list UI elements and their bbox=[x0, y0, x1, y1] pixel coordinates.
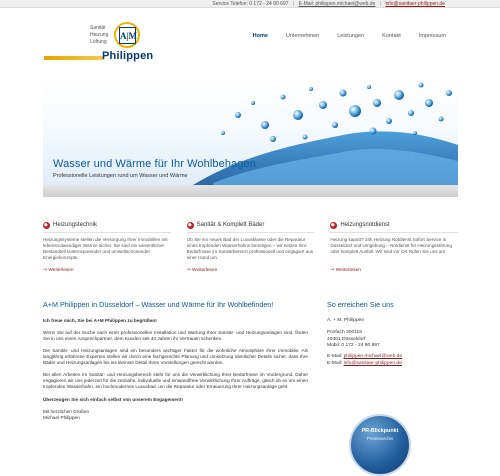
logo-monogram-box bbox=[119, 27, 136, 44]
contact-company: A. + M. Philippen bbox=[327, 317, 365, 323]
teaser-row bbox=[43, 221, 458, 281]
hero-banner bbox=[43, 75, 458, 197]
company-logo[interactable] bbox=[42, 16, 162, 68]
logo-ring-icon bbox=[114, 22, 140, 48]
nav-home[interactable]: Home bbox=[252, 33, 268, 39]
main-content bbox=[43, 300, 308, 421]
main-navigation bbox=[253, 33, 446, 40]
teaser-text: Ob Sie ein neues Bad der Luxusklasse oder die Reparatur eines tropfenden Wasserhahns benötigen – wir setzen Ihre Bedürfnisse im Sanitärbereich professionell und engagiert aus einer Hand um. bbox=[186, 237, 314, 261]
teaser-heizungstechnik bbox=[43, 221, 171, 281]
teaser-title[interactable]: Sanitär & Komplett Bäder bbox=[196, 222, 265, 228]
main-heading: A+M Philippen in Düsseldorf – Wasser und Wärme für Ihr Wohlbefinden! bbox=[43, 300, 274, 309]
contact-email-2-row bbox=[327, 361, 458, 367]
email-label: E-Mail: bbox=[327, 360, 343, 366]
pr-blickpunkt-badge[interactable] bbox=[349, 414, 411, 476]
nav-kontakt[interactable]: Kontakt bbox=[382, 33, 401, 39]
service-phone: Service Telefon: 0 172 - 24 90 697 bbox=[212, 1, 289, 7]
logo-word-heizung: Heizung bbox=[90, 32, 109, 38]
teaser-header bbox=[43, 221, 171, 233]
closing-statement: Überzeugen Sie sich einfach selbst von unserem Engagement! bbox=[43, 396, 183, 402]
email-label: E-Mail: bbox=[327, 354, 343, 360]
top-contact bbox=[212, 1, 445, 8]
regards-text: Mit herzlichen Grüßen bbox=[43, 408, 90, 414]
contact-sidebar bbox=[327, 300, 458, 367]
teaser-notdienst bbox=[330, 221, 458, 281]
read-more-link[interactable]: ⇒ Weiterlesen bbox=[43, 268, 74, 274]
paragraph-3: Bei allen Arbeiten im Sanitär- und Heizungsbereich steht für uns die Verwirklichung Ihrer Bedürfnisse im Vordergrund. Daher engagieren wir uns jederzeit für die zeitnahe, individuelle und einwandfreie Verwirklichung Ihrer Aufträge, gleich ob es um einen tropfenden Wasserhahn, ein hochmodernes Luxusbad, um die Reparatur oder Erneuerung Ihrer Heizungsanlage geht. bbox=[43, 372, 308, 390]
hero-caption bbox=[53, 157, 256, 180]
hero-subtitle: Professionelle Leistungen rund um Wasser und Wärme bbox=[53, 172, 188, 179]
top-email-1[interactable]: E-Mail: philippen.michael@web.de bbox=[298, 1, 376, 7]
nav-impressum[interactable]: Impressum bbox=[418, 33, 446, 39]
red-bullet-icon bbox=[187, 222, 194, 229]
contact-email-2-link[interactable]: info@sanitaer-philippen.de bbox=[343, 360, 402, 366]
teaser-header bbox=[330, 221, 458, 233]
teaser-text: Heizung kaputt? 24h Heizung Notdienst Sofort Service in Düsseldorf und Umgebung – Notdienst für Heizungsstörung oder komplett Ausfall. Wir sind vor Ort Rufen Sie uns an! bbox=[330, 237, 452, 255]
top-bar bbox=[0, 0, 500, 8]
nav-leistungen[interactable]: Leistungen bbox=[337, 33, 365, 39]
contact-email-1-link[interactable]: philippen.michael@web.de bbox=[343, 354, 403, 360]
contact-street: Posfach 300118 bbox=[327, 330, 362, 336]
header bbox=[0, 8, 500, 70]
contact-city: 40401 Düsseldorf bbox=[327, 336, 366, 342]
logo-underline bbox=[44, 56, 104, 60]
badge-title: PR-Blickpunkt bbox=[361, 428, 399, 434]
logo-word-lueftung: Lüftung bbox=[90, 39, 107, 45]
logo-monogram: A|M bbox=[120, 31, 137, 41]
separator: | bbox=[379, 1, 382, 7]
paragraph-2: Die Sanitär- und Heizungsanlagen sind ein besonders wichtiger Faktor für die wohnliche Atmosphäre Ihrer Immobilie. Als langjährig erfahrene Experten stellen wir durch eine fachgerechte Planung und Umsetzung sämtlicher Details sicher, dass Ihre Bäder und Heizungsanlagen bis ins kleinste Detail Ihren Vorstellungen gerecht werden. bbox=[43, 348, 308, 366]
badge-subtitle: Pressearchiv bbox=[366, 436, 394, 441]
read-more-link[interactable]: ⇒ Weiterlesen bbox=[330, 268, 361, 274]
hero-base-strip bbox=[43, 185, 458, 197]
teaser-sanitaer bbox=[187, 221, 315, 281]
contact-heading: So erreichen Sie uns bbox=[327, 300, 394, 309]
nav-unternehmen[interactable]: Unternehmen bbox=[285, 33, 320, 39]
logo-words bbox=[90, 25, 108, 46]
red-bullet-icon bbox=[43, 222, 50, 229]
red-bullet-icon bbox=[330, 222, 337, 229]
intro-paragraph: Wenn Sie auf der Suche nach einer professionellen Installation und Wartung Ihrer Sanitär- und Heizungsanlagen sind, finden Sie in uns einen Ansprechpartner, dem Kunden seit 40 Jahren ihr Vertrauen schenken. bbox=[43, 329, 308, 341]
contact-mobile: Mobil: 0 172 - 24 90 697 bbox=[327, 342, 380, 348]
top-email-2[interactable]: info@sanitaer-philippen.de bbox=[385, 1, 445, 7]
signature bbox=[43, 409, 308, 421]
greeting-text: Ich freue mich, Sie bei A+M Philippen zu begrüßen! bbox=[43, 317, 157, 323]
read-more-link[interactable]: ⇒ Weiterlesen bbox=[186, 268, 218, 274]
logo-word-sanitaer: Sanitär bbox=[90, 25, 106, 31]
separator: | bbox=[292, 1, 295, 7]
teaser-title[interactable]: Heizungsnotdienst bbox=[340, 222, 390, 228]
teaser-title[interactable]: Heizungstechnik bbox=[53, 222, 98, 228]
logo-brand-name: Philippen bbox=[102, 50, 154, 62]
signature-name: Michael Philippen bbox=[43, 414, 80, 420]
hero-title: Wasser und Wärme für Ihr Wohlbehagen bbox=[53, 158, 256, 170]
teaser-text: Heizungssysteme stellen die Versorgung Ihrer Immobilien mit lebensnotwendiger Wärme sicher. Sie sind ein wesentlicher Bestandteil kostensparender und umweltschonender Energiekonzepte. bbox=[43, 237, 168, 261]
teaser-header bbox=[187, 221, 315, 233]
